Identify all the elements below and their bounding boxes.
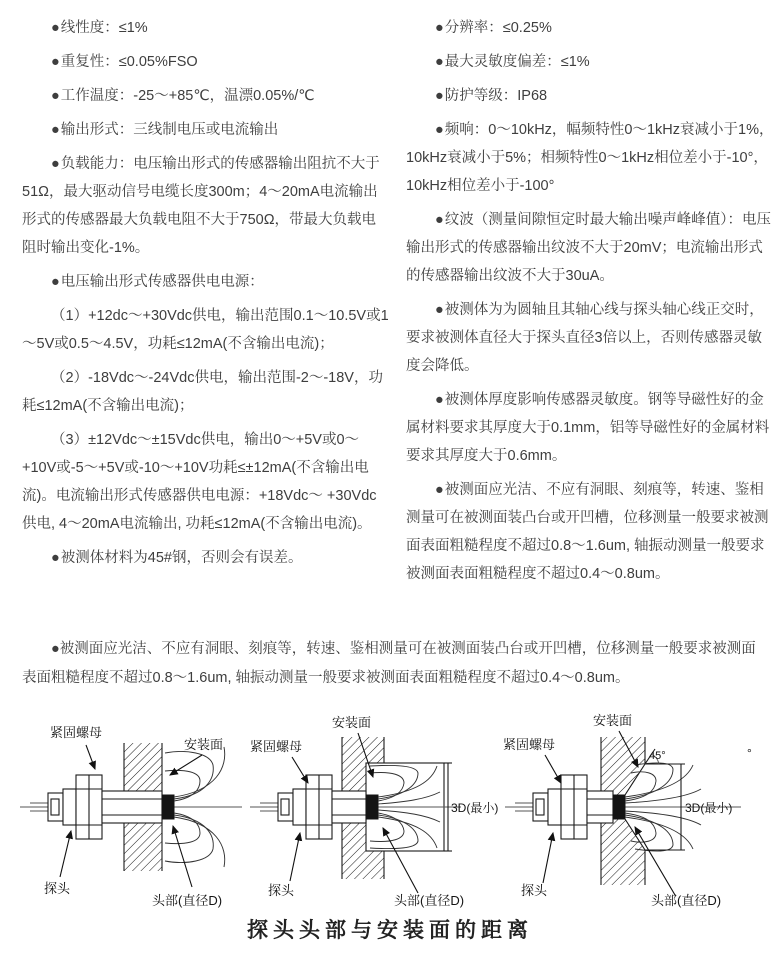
bullet-dot: ● [51, 20, 60, 36]
spec-item [22, 48, 390, 76]
head-label: 头部(直径D) [394, 893, 465, 908]
bullet-dot: ● [435, 54, 444, 70]
spec-item [22, 302, 390, 358]
bullet-dot: ● [435, 482, 444, 498]
spec-text: 被测体为为圆轴且其轴心线与探头轴心线正交时，要求被测体直径大于探头直径3倍以上，否则传感器灵敏度会降低。 [406, 302, 764, 374]
lock-nut-label: 紧固螺母 [250, 739, 303, 754]
bullet-dot: ● [435, 302, 444, 318]
bullet-dot: ● [51, 640, 60, 657]
probe-head [162, 795, 174, 819]
probe-head [613, 795, 625, 819]
probe-label: 探头 [521, 883, 548, 898]
probe-body [63, 789, 76, 825]
bullet-dot: ● [51, 54, 60, 70]
mounting-surface-label: 安装面 [184, 737, 224, 752]
spec-item [406, 116, 774, 200]
head-label: 头部(直径D) [152, 893, 223, 908]
dimension-label: 3D(最小) [451, 801, 499, 815]
spec-item [22, 150, 390, 262]
spec-item [22, 82, 390, 110]
bullet-dot: ● [51, 88, 60, 104]
spec-text: 重复性：≤0.05%FSO [60, 54, 198, 70]
probe-barrel [102, 791, 162, 823]
probe-diagram-chamfer [501, 707, 776, 912]
head-label: 头部(直径D) [651, 893, 722, 908]
spec-item [406, 206, 774, 290]
mounting-surface-label: 安装面 [593, 713, 633, 728]
spec-text: 被测体材料为45#钢，否则会有误差。 [60, 550, 303, 566]
spec-item [406, 476, 774, 588]
figure [0, 707, 780, 912]
probe-arrow [543, 833, 553, 883]
probe-label: 探头 [44, 881, 71, 896]
angle-label: 45° [649, 750, 666, 762]
probe-barrel [587, 791, 613, 823]
spec-item [406, 14, 774, 42]
probe-diagram-flat [16, 707, 246, 912]
bullet-dot: ● [435, 122, 444, 138]
probe-body [548, 789, 561, 825]
nut-arrow [292, 757, 308, 783]
probe-body [293, 789, 306, 825]
probe-barrel [332, 791, 366, 823]
spec-item [22, 116, 390, 144]
spec-item [406, 82, 774, 110]
spec-text: 频响：0～10kHz，幅频特性0～1kHz衰减小于1%，10kHz衰减小于5%；相频特性0～1kHz相位差小于-10°，10kHz相位差小于-100° [406, 122, 774, 194]
spec-item [406, 296, 774, 380]
probe-head [366, 795, 378, 819]
spec-text: 最大灵敏度偏差：≤1% [444, 54, 590, 70]
spec-text: 被测体厚度影响传感器灵敏度。钢等导磁性好的金属材料要求其厚度大于0.1mm，铝等导磁性好的金属材料要求其厚度大于0.6mm。 [406, 392, 770, 464]
probe-diagram-counterbore [246, 707, 501, 912]
mounting-surface-label: 安装面 [332, 715, 372, 730]
nut-arrow [86, 745, 95, 769]
bullet-dot: ● [435, 20, 444, 36]
dimension-label: 3D(最小) [685, 801, 733, 815]
spec-text: （3）±12Vdc～±15Vdc供电，输出0～+5V或0～+10V或-5～+5V或-10～+10V功耗≤±12mA(不含输出电流)。电流输出形式传感器供电电源：+18Vdc～ +30Vdc供电, 4～20mA电流输出, 功耗≤12mA(不含输出电流)。 [22, 432, 377, 532]
head-arrow [173, 826, 192, 887]
surface-arrow [170, 755, 202, 775]
note-paragraph [0, 609, 780, 693]
probe-arrow [60, 831, 71, 877]
bullet-dot: ● [51, 156, 60, 172]
bullet-dot: ● [51, 274, 60, 290]
note-text: 被测面应光洁、不应有洞眼、刻痕等，转速、鉴相测量可在被测面装凸台或开凹槽，位移测量一般要求被测面表面粗糙程度不超过0.8～1.6um, 轴振动测量一般要求被测面表面粗糙程度不超过0.4～0.8um。 [22, 640, 756, 686]
spec-text: 被测面应光洁、不应有洞眼、刻痕等，转速、鉴相测量可在被测面装凸台或开凹槽，位移测量一般要求被测面表面粗糙程度不超过0.8～1.6um, 轴振动测量一般要求被测面表面粗糙程度不超过0.4～0.8um。 [406, 482, 769, 582]
spec-text: 分辨率：≤0.25% [444, 20, 552, 36]
spec-item [406, 48, 774, 76]
spec-text: 防护等级：IP68 [444, 88, 548, 104]
bullet-dot: ● [435, 212, 444, 228]
spec-text: （2）-18Vdc～-24Vdc供电，输出范围-2～-18V，功耗≤12mA(不含输出电流)； [22, 370, 383, 414]
spec-text: 负载能力：电压输出形式的传感器输出阻抗不大于51Ω，最大驱动信号电缆长度300m；4～20mA电流输出形式的传感器最大负载电阻不大于750Ω，带最大负载电阻时输出变化-1%。 [22, 156, 380, 256]
bullet-dot: ● [435, 88, 444, 104]
lock-nut-label: 紧固螺母 [503, 737, 556, 752]
spec-item [406, 386, 774, 470]
spec-text: 工作温度：-25～+85℃，温漂0.05%/℃ [60, 88, 315, 104]
bullet-dot: ● [51, 122, 60, 138]
stray-degree-mark: ° [747, 746, 752, 760]
spec-column-left [22, 14, 390, 594]
spec-text: （1）+12dc～+30Vdc供电，输出范围0.1～10.5V或1～5V或0.5～4.5V，功耗≤12mA(不含输出电流)； [22, 308, 389, 352]
spec-text: 纹波（测量间隙恒定时最大输出噪声峰峰值）：电压输出形式的传感器输出纹波不大于20mV；电流输出形式的传感器输出纹波不大于30uA。 [406, 212, 772, 284]
bullet-dot: ● [435, 392, 444, 408]
nut-arrow [545, 755, 561, 783]
spec-item [22, 544, 390, 572]
spec-text: 线性度：≤1% [60, 20, 148, 36]
spec-item [22, 14, 390, 42]
spec-item [22, 268, 390, 296]
spec-text: 输出形式：三线制电压或电流输出 [60, 122, 279, 138]
spec-column-right [406, 14, 774, 594]
probe-label: 探头 [268, 883, 295, 898]
lock-nut-label: 紧固螺母 [50, 725, 103, 740]
spec-item [22, 426, 390, 538]
spec-text: 电压输出形式传感器供电电源： [60, 274, 264, 290]
figure-caption: 探头头部与安装面的距离 [247, 918, 533, 942]
probe-arrow [290, 833, 300, 881]
spec-item [22, 364, 390, 420]
bullet-dot: ● [51, 550, 60, 566]
